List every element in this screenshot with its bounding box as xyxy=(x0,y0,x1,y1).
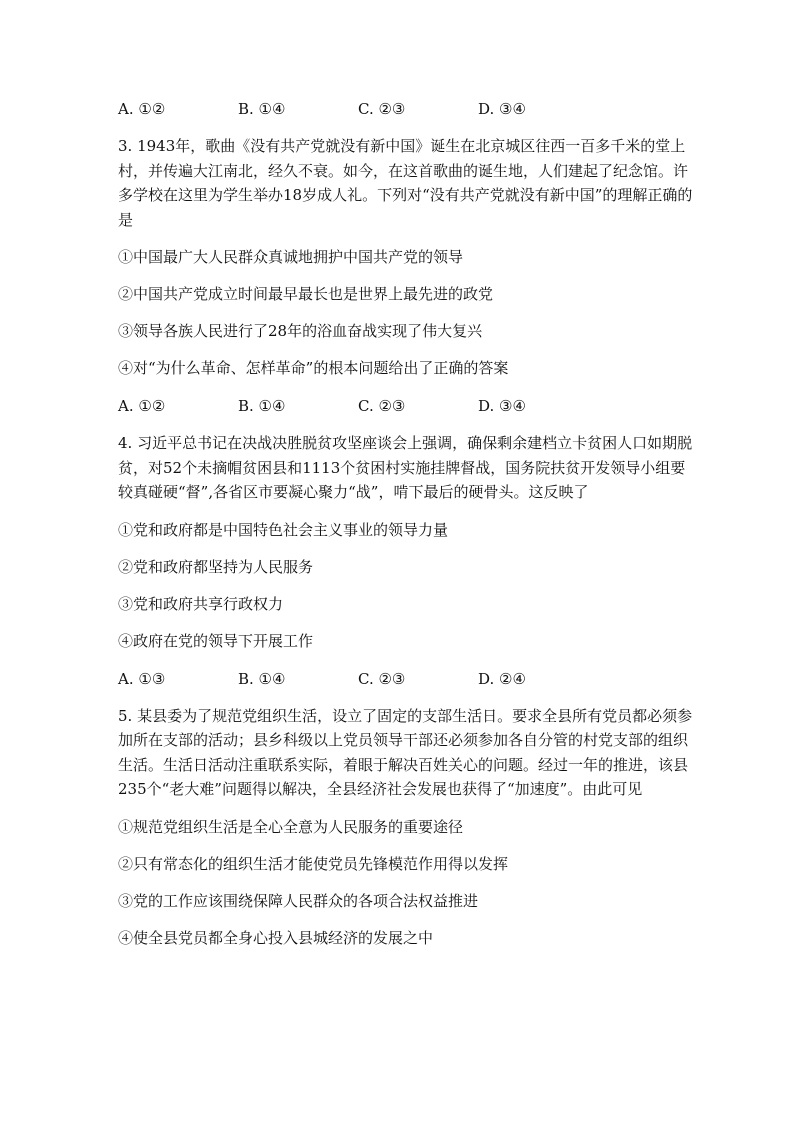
q3-options xyxy=(118,393,696,419)
statement-4: ④使全县党员都全身心投入县城经济的发展之中 xyxy=(118,928,434,947)
statement-3: ③党的工作应该围绕保障人民群众的各项合法权益推进 xyxy=(118,891,479,910)
option-b[interactable]: B. ①④ xyxy=(238,397,286,415)
question-4 xyxy=(118,431,696,692)
statement-2: ②中国共产党成立时间最早最长也是世界上最先进的政党 xyxy=(118,285,494,303)
question-stem: 5. 某县委为了规范党组织生活，设立了固定的支部生活日。要求全县所有党员都必须参加所在支部的活动；县乡科级以上党员领导干部还必须参加各自分管的村党支部的组织生活。生活日活动注重联系实际，着眼于解决百姓关心的问题。经过一年的推进，该县235个“老大难”问题得以解决，全县经济社会发展也获得了“加速度”。由此可见 xyxy=(118,706,693,798)
statement-2: ②党和政府都坚持为人民服务 xyxy=(118,557,314,576)
option-d[interactable]: D. ③④ xyxy=(478,397,526,415)
option-a[interactable]: A. ①② xyxy=(118,100,166,118)
option-d[interactable]: D. ③④ xyxy=(478,100,526,118)
statement-1: ①中国最广大人民群众真诚地拥护中国共产党的领导 xyxy=(118,248,464,266)
question-3 xyxy=(118,134,696,419)
option-d[interactable]: D. ②④ xyxy=(478,669,526,688)
option-a[interactable]: A. ①③ xyxy=(118,669,166,688)
option-c[interactable]: C. ②③ xyxy=(358,669,406,688)
q2-options xyxy=(118,96,696,122)
statement-3: ③领导各族人民进行了28年的浴血奋战实现了伟大复兴 xyxy=(118,322,483,340)
statement-1: ①规范党组织生活是全心全意为人民服务的重要途径 xyxy=(118,817,464,836)
option-a[interactable]: A. ①② xyxy=(118,397,166,415)
statement-2: ②只有常态化的组织生活才能使党员先锋模范作用得以发挥 xyxy=(118,854,509,873)
option-c[interactable]: C. ②③ xyxy=(358,397,406,415)
exam-page xyxy=(118,96,696,963)
option-c[interactable]: C. ②③ xyxy=(358,100,406,118)
statement-4: ④对“为什么革命、怎样革命”的根本问题给出了正确的答案 xyxy=(118,359,509,377)
statement-4: ④政府在党的领导下开展工作 xyxy=(118,631,314,650)
question-stem: 4. 习近平总书记在决战决胜脱贫攻坚座谈会上强调，确保剩余建档立卡贫困人口如期脱贫，对52个未摘帽贫困县和1113个贫困村实施挂牌督战，国务院扶贫开发领导小组要较真碰硬“督”,各省区市要凝心聚力“战”，啃下最后的硬骨头。这反映了 xyxy=(118,434,693,501)
statement-3: ③党和政府共享行政权力 xyxy=(118,594,284,613)
question-5 xyxy=(118,704,696,951)
option-b[interactable]: B. ①④ xyxy=(238,100,286,118)
q4-options xyxy=(118,666,696,692)
question-stem: 3. 1943年，歌曲《没有共产党就没有新中国》诞生在北京城区往西一百多千米的堂上村，并传遍大江南北，经久不衰。如今，在这首歌曲的诞生地，人们建起了纪念馆。许多学校在这里为学生举办18岁成人礼。下列对“没有共产党就没有新中国”的理解正确的是 xyxy=(118,137,693,229)
statement-1: ①党和政府都是中国特色社会主义事业的领导力量 xyxy=(118,520,449,539)
option-b[interactable]: B. ①④ xyxy=(238,669,286,688)
